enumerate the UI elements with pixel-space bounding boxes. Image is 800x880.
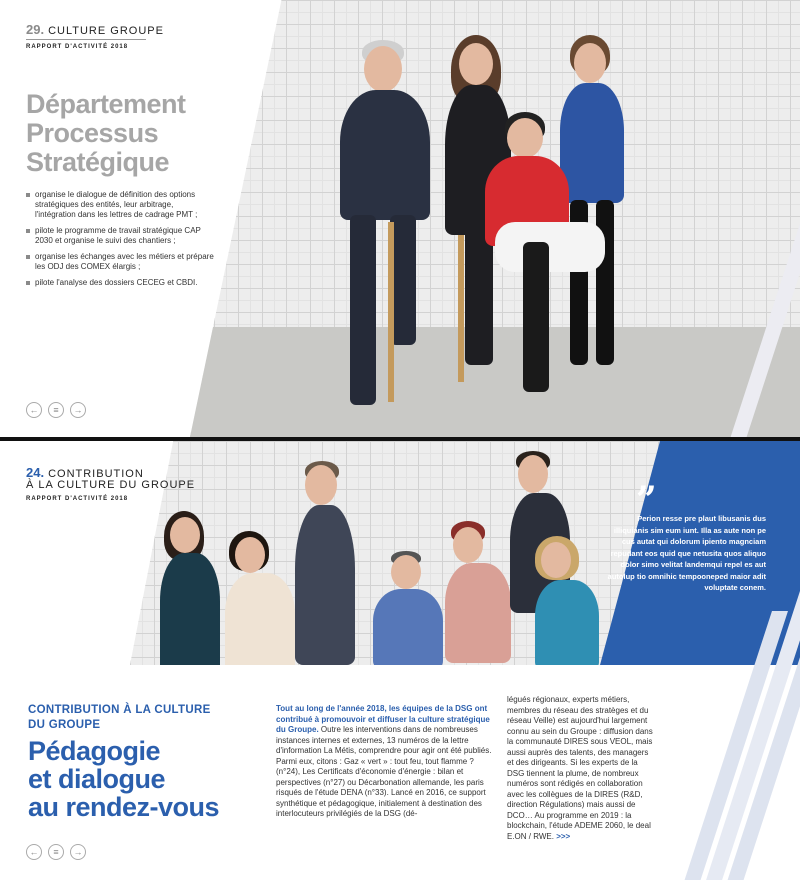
next-arrow-icon[interactable]: → (70, 402, 86, 418)
page-nav (26, 402, 86, 418)
page-title (26, 90, 246, 177)
list-item: pilote l'analyse des dossiers CECEG et CBDI. (26, 278, 216, 288)
next-arrow-icon[interactable]: → (70, 844, 86, 860)
headline-line: Pédagogie (28, 736, 161, 766)
continue-link[interactable]: >>> (556, 831, 571, 841)
kicker-line: CONTRIBUTION À LA CULTURE (28, 704, 211, 716)
menu-icon[interactable]: ≡ (48, 402, 64, 418)
section-header (26, 22, 164, 37)
decorative-stripes (740, 0, 800, 437)
headline-line: au rendez-vous (28, 792, 220, 822)
team-photo-dsg (130, 441, 670, 665)
headline-line: et dialogue (28, 764, 166, 794)
article-column-2 (507, 695, 657, 842)
list-item: pilote le programme de travail stratégique CAP 2030 et organise le suivi des chantiers ; (26, 226, 216, 246)
pull-quote: Perion resse pre plaut libusanis dus illiquianis sim eum iunt. Illa as aute non pe cus autat qui dolorum ipiento magnciam repudant eos quid que netusita quos aliquo dolor simo velitat landemqui repel es aut autolup tio omnihic tempooneped maior adit voluptate conem. (607, 514, 766, 592)
article-lead: Tout au long de l'année 2018, les équipes de la DSG ont contribué à promouvoir et diffuser la culture stratégique du Groupe. (276, 704, 490, 734)
list-item: organise les échanges avec les métiers et prépare les ODJ des COMEX élargis ; (26, 252, 216, 272)
section-name: CONTRIBUTION (48, 468, 144, 480)
header-rule (26, 39, 146, 40)
prev-arrow-icon[interactable]: ← (26, 844, 42, 860)
title-line: Département (26, 89, 186, 119)
article-body: légués régionaux, experts métiers, membres du réseau des stratèges et du réseau Veille) est aujourd'hui largement connu au sein du Groupe : diffusion dans la communauté DIRES sous VEOL, mais aussi auprès des talents, des managers et des dirigeants. Si les experts de la DSG tiennent la plume, de nombreux numéros sont rédigés en collaboration avec les collègues de la DIRES (R&D, direction Régulations) mais aussi de DCO… Au programme en 2019 : la blockchain, l'étude ADEME 2060, le deal E.ON / RWE. (507, 695, 653, 841)
section-name-line2: À LA CULTURE DU GROUPE (26, 479, 196, 491)
section-header (26, 465, 144, 480)
rapport-label: RAPPORT D'ACTIVITÉ 2018 (26, 44, 129, 50)
article-column-1 (276, 704, 496, 820)
quote-icon: ” (636, 479, 657, 521)
page-contribution-culture (0, 441, 800, 880)
page-nav (26, 844, 86, 860)
section-number: 24. (26, 465, 45, 480)
article-kicker (28, 703, 228, 733)
title-line: Processus (26, 118, 159, 148)
menu-icon[interactable]: ≡ (48, 844, 64, 860)
prev-arrow-icon[interactable]: ← (26, 402, 42, 418)
kicker-line: DU GROUPE (28, 719, 101, 731)
mission-list (26, 190, 216, 294)
article-headline (28, 737, 268, 821)
article-body: Outre les interventions dans de nombreuses instances internes et externes, 13 numéros de la lettre d'information La Métis, comprendre pour agir ont été publiés. Parmi eux, citons : Gaz « vert » : tout feu, tout flamme ? (n°24), Les Certificats d'économie d'énergie : bilan et perspectives (n°27) ou Décarbonation allemande, les paris risqués de l'étude DENA (n°33). Lancé en 2016, ce support synthétique et pédagogique, initialement à destination des interlocuteurs privilégiés de la DSG (dé- (276, 725, 492, 818)
title-line: Stratégique (26, 147, 170, 177)
rapport-label: RAPPORT D'ACTIVITÉ 2018 (26, 496, 129, 502)
page-culture-groupe (0, 0, 800, 437)
section-number: 29. (26, 22, 45, 37)
list-item: organise le dialogue de définition des options stratégiques des entités, leur arbitrage, l'intégration dans les lettres de cadrage PMT ; (26, 190, 216, 220)
section-name: CULTURE GROUPE (48, 25, 164, 37)
decorative-stripes (680, 441, 800, 880)
team-photo-dps (190, 0, 800, 437)
